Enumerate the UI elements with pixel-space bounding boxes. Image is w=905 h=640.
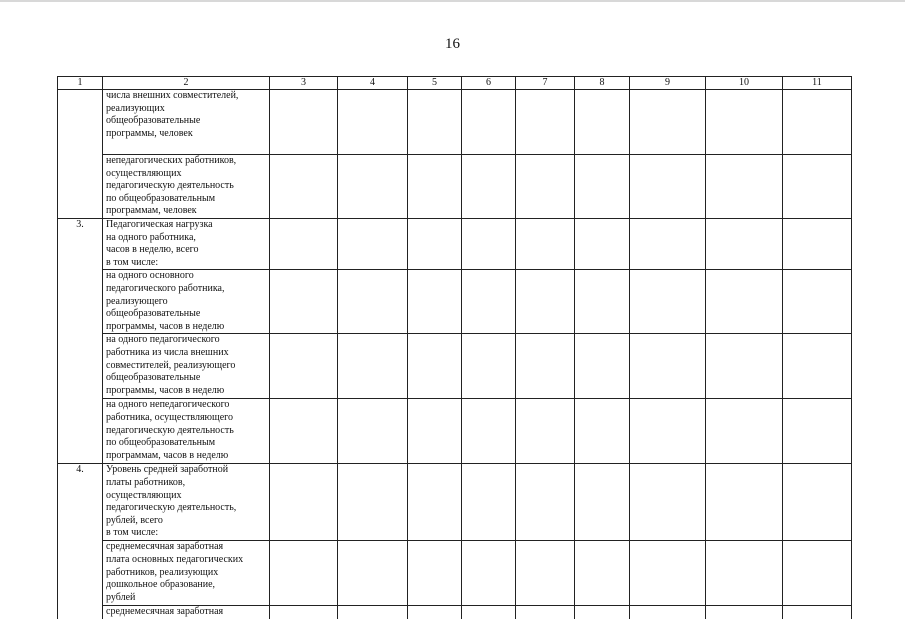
data-cell	[516, 541, 575, 606]
row-label: числа внешних совместителей, реализующих общеобразовательные программы, человек	[103, 90, 270, 155]
data-cell	[408, 270, 462, 334]
data-cell	[706, 219, 783, 270]
row-label: на одного педагогического работника из числа внешних совместителей, реализующего общеобразовательные программы, часов в неделю	[103, 334, 270, 399]
row-number	[58, 270, 103, 334]
data-cell	[270, 334, 338, 399]
data-cell	[408, 334, 462, 399]
data-cell	[270, 219, 338, 270]
data-cell	[462, 155, 516, 219]
data-cell	[462, 464, 516, 541]
data-cell	[462, 270, 516, 334]
column-header: 7	[516, 77, 575, 90]
data-cell	[408, 219, 462, 270]
data-cell	[706, 399, 783, 464]
data-cell	[270, 155, 338, 219]
data-cell	[408, 464, 462, 541]
data-cell	[783, 541, 852, 606]
data-cell	[630, 270, 706, 334]
data-cell	[783, 270, 852, 334]
data-cell	[338, 155, 408, 219]
row-number	[58, 334, 103, 399]
data-table	[57, 76, 852, 619]
data-cell	[462, 334, 516, 399]
data-cell	[408, 606, 462, 619]
data-cell	[706, 270, 783, 334]
row-label: среднемесячная заработная	[103, 606, 270, 619]
data-cell	[630, 219, 706, 270]
data-cell	[575, 155, 630, 219]
row-number	[58, 606, 103, 619]
data-cell	[270, 270, 338, 334]
data-cell	[408, 541, 462, 606]
table-row	[58, 541, 852, 606]
row-label: непедагогических работников, осуществляющих педагогическую деятельность по общеобразовательным программам, человек	[103, 155, 270, 219]
data-cell	[575, 270, 630, 334]
data-cell	[706, 155, 783, 219]
data-cell	[270, 464, 338, 541]
row-label: среднемесячная заработная плата основных педагогических работников, реализующих дошкольное образование, рублей	[103, 541, 270, 606]
header-row	[58, 77, 852, 90]
data-cell	[516, 219, 575, 270]
column-header: 11	[783, 77, 852, 90]
data-cell	[783, 219, 852, 270]
table-row	[58, 606, 852, 619]
data-cell	[270, 399, 338, 464]
row-number: 3.	[58, 219, 103, 270]
data-cell	[575, 541, 630, 606]
table-row	[58, 334, 852, 399]
data-cell	[706, 541, 783, 606]
data-cell	[706, 464, 783, 541]
data-cell	[516, 270, 575, 334]
data-cell	[270, 606, 338, 619]
data-cell	[783, 155, 852, 219]
table-row	[58, 270, 852, 334]
data-cell	[408, 90, 462, 155]
scan-edge	[0, 0, 905, 2]
table-row	[58, 399, 852, 464]
column-header: 9	[630, 77, 706, 90]
data-cell	[630, 334, 706, 399]
page-number: 16	[445, 36, 460, 52]
table-row	[58, 219, 852, 270]
data-cell	[783, 334, 852, 399]
data-cell	[338, 606, 408, 619]
data-cell	[630, 606, 706, 619]
data-cell	[338, 334, 408, 399]
data-cell	[516, 399, 575, 464]
data-cell	[630, 90, 706, 155]
data-cell	[338, 90, 408, 155]
data-cell	[270, 541, 338, 606]
data-cell	[408, 399, 462, 464]
data-cell	[516, 334, 575, 399]
data-cell	[783, 399, 852, 464]
data-cell	[462, 90, 516, 155]
row-number	[58, 399, 103, 464]
data-cell	[338, 399, 408, 464]
column-header: 10	[706, 77, 783, 90]
row-number	[58, 541, 103, 606]
data-cell	[338, 270, 408, 334]
data-cell	[408, 155, 462, 219]
column-header: 5	[408, 77, 462, 90]
data-cell	[783, 90, 852, 155]
data-cell	[630, 155, 706, 219]
row-number	[58, 90, 103, 155]
data-cell	[706, 606, 783, 619]
data-cell	[462, 541, 516, 606]
data-cell	[783, 606, 852, 619]
table-row	[58, 90, 852, 155]
column-header: 4	[338, 77, 408, 90]
data-cell	[516, 155, 575, 219]
data-cell	[630, 541, 706, 606]
data-cell	[575, 399, 630, 464]
data-cell	[575, 464, 630, 541]
data-cell	[462, 219, 516, 270]
data-cell	[338, 219, 408, 270]
data-cell	[575, 606, 630, 619]
row-label: на одного непедагогического работника, осуществляющего педагогическую деятельность по общеобразовательным программам, часов в неделю	[103, 399, 270, 464]
table-row	[58, 155, 852, 219]
data-cell	[462, 399, 516, 464]
table-row	[58, 464, 852, 541]
column-header: 2	[103, 77, 270, 90]
data-cell	[630, 464, 706, 541]
data-cell	[630, 399, 706, 464]
data-cell	[575, 334, 630, 399]
row-label: Педагогическая нагрузка на одного работника, часов в неделю, всего в том числе:	[103, 219, 270, 270]
column-header: 6	[462, 77, 516, 90]
data-cell	[338, 464, 408, 541]
column-header: 1	[58, 77, 103, 90]
data-cell	[575, 90, 630, 155]
data-cell	[706, 90, 783, 155]
data-cell	[270, 90, 338, 155]
column-header: 3	[270, 77, 338, 90]
data-cell	[706, 334, 783, 399]
row-label: на одного основного педагогического работника, реализующего общеобразовательные программы, часов в неделю	[103, 270, 270, 334]
row-number: 4.	[58, 464, 103, 541]
row-number	[58, 155, 103, 219]
column-header: 8	[575, 77, 630, 90]
data-cell	[516, 90, 575, 155]
data-cell	[462, 606, 516, 619]
data-cell	[338, 541, 408, 606]
row-label: Уровень средней заработной платы работников, осуществляющих педагогическую деятельность, рублей, всего в том числе:	[103, 464, 270, 541]
data-cell	[575, 219, 630, 270]
data-cell	[516, 606, 575, 619]
data-cell	[783, 464, 852, 541]
data-cell	[516, 464, 575, 541]
